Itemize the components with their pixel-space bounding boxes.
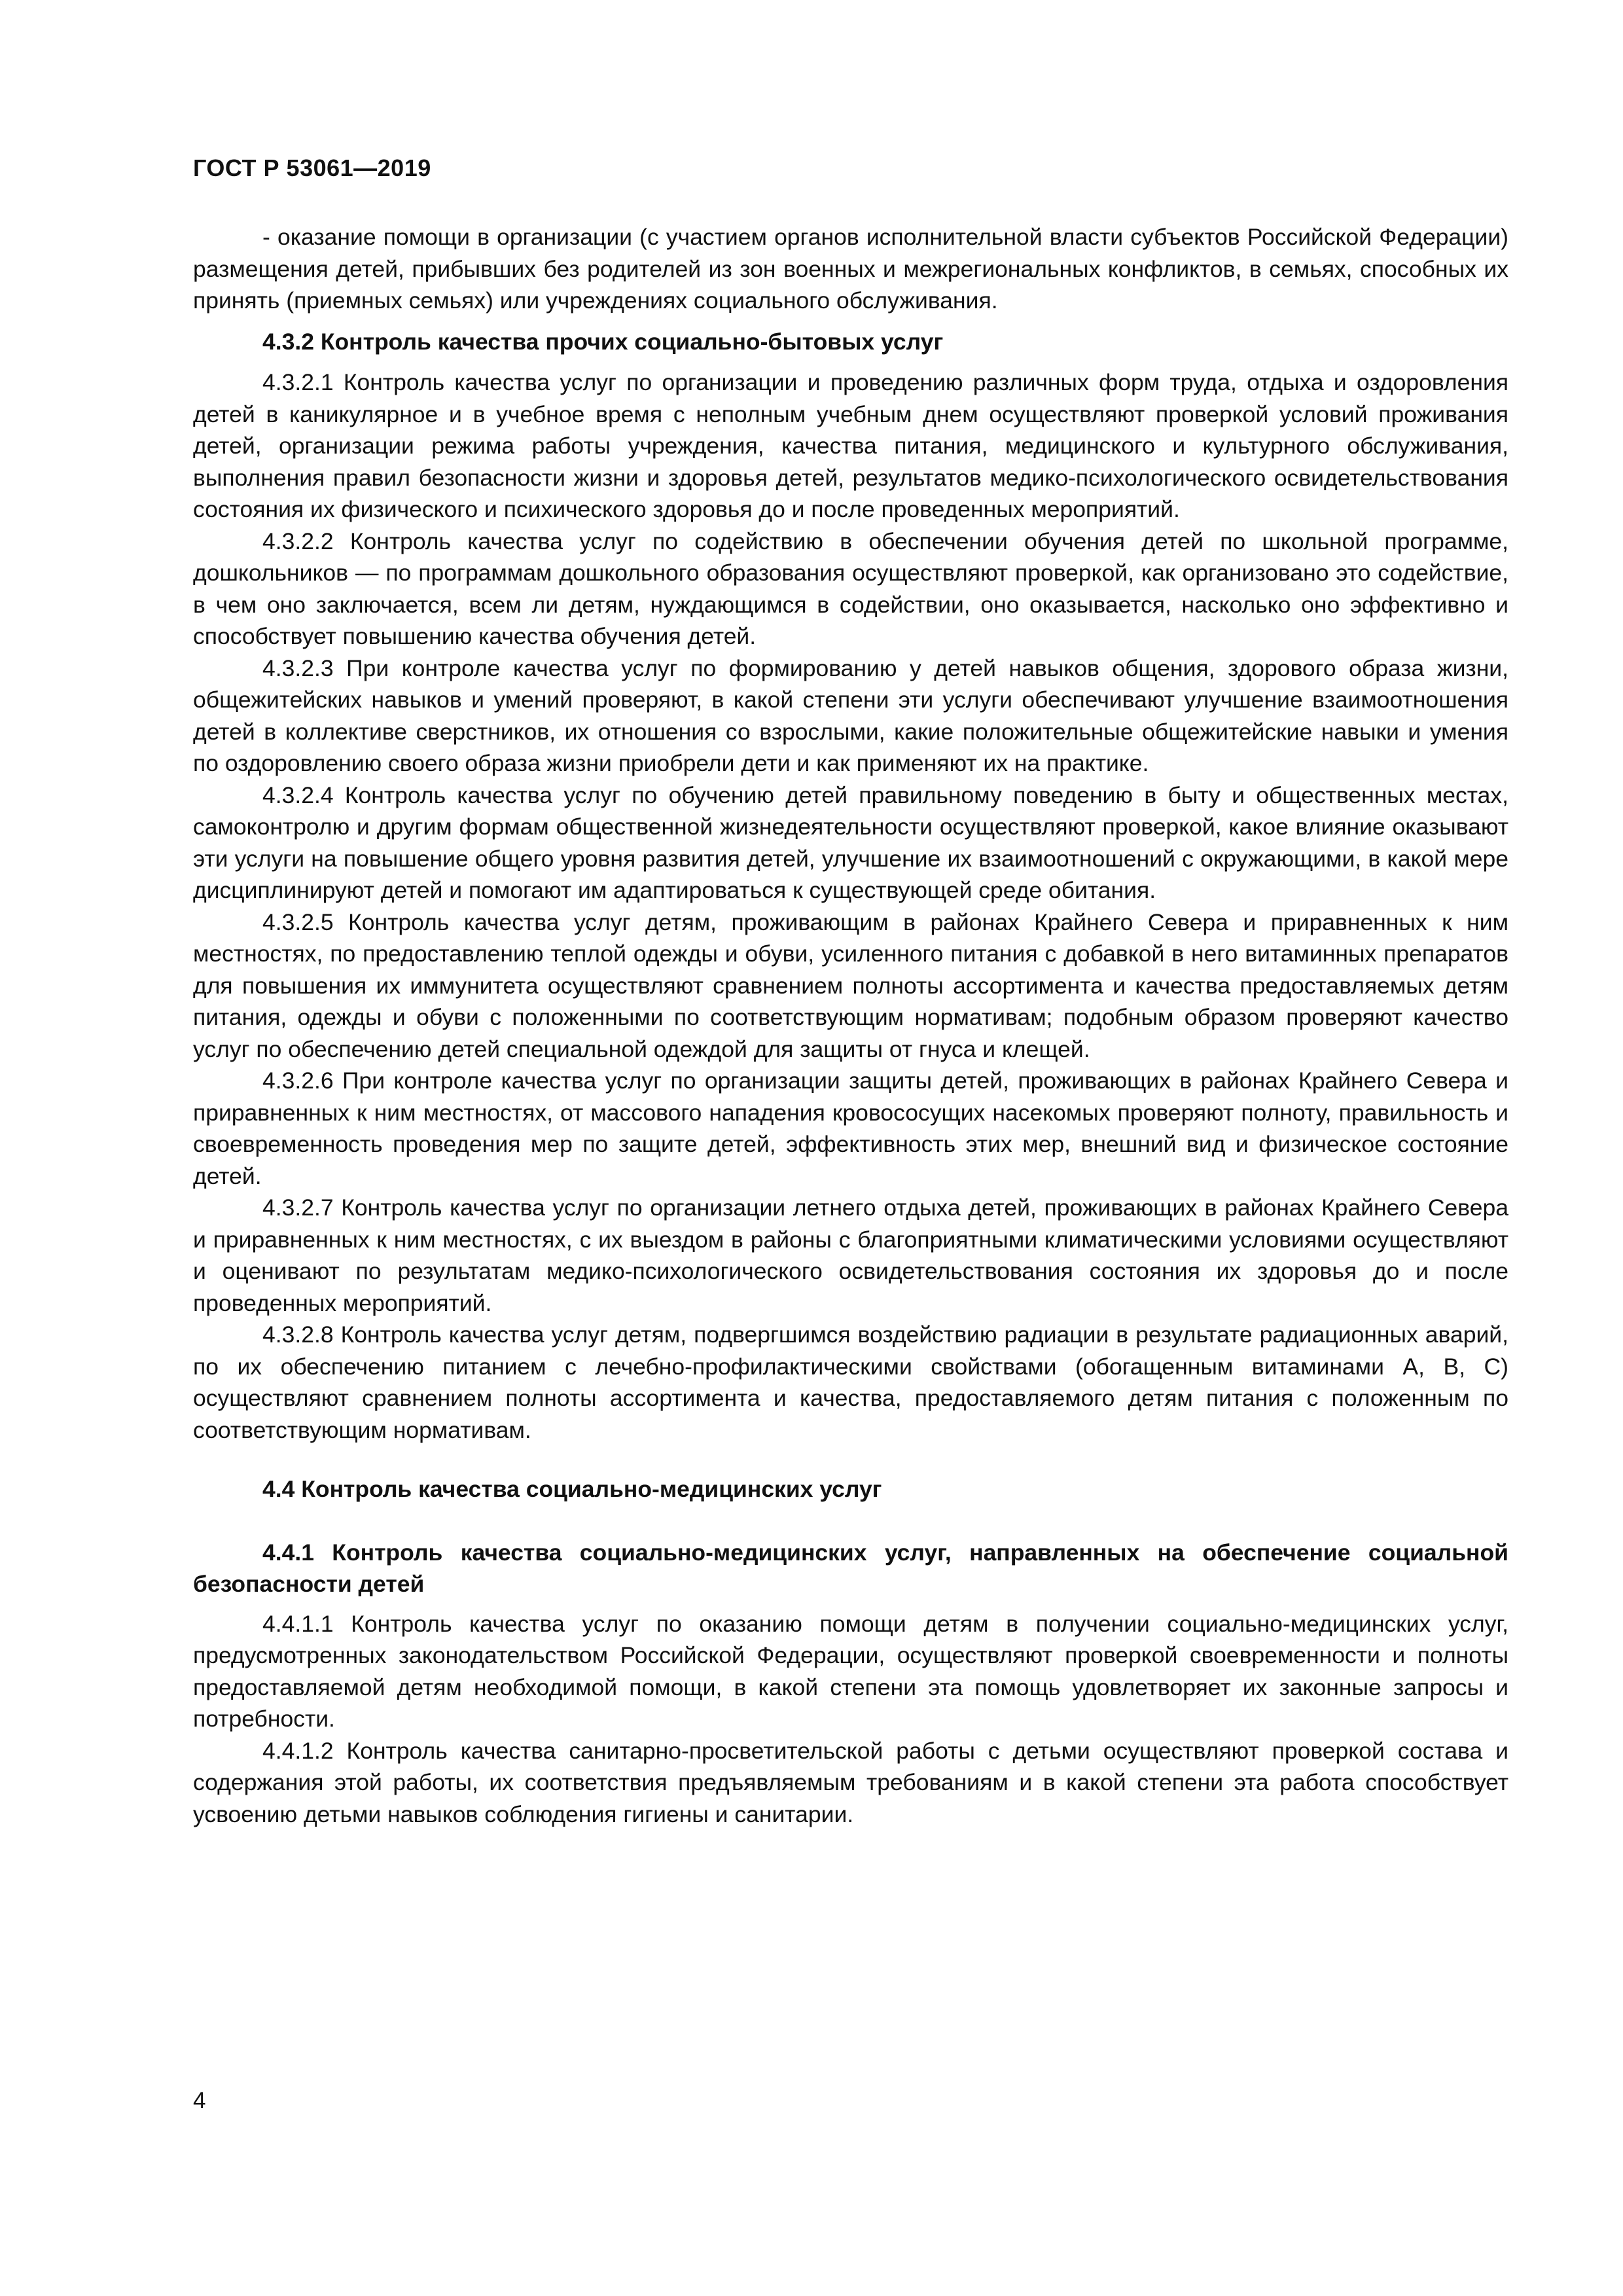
paragraph-intro: - оказание помощи в организации (с участием органов исполнительной власти субъектов Российской Федерации) размещения детей, прибывших без родителей из зон военных и межрегиональных конфликтов, в семьях, способных их принять (приемных семьях) или учреждениях социального обслуживания.: [193, 224, 1508, 314]
paragraph-4-3-2-3: 4.3.2.3 При контроле качества услуг по формированию у детей навыков общения, здорового образа жизни, общежитейских навыков и умений проверяют, в какой степени эти услуги обеспечивают улучшение взаимоотношения детей в коллективе сверстников, их отношения со взрослыми, какие положительные общежитейские навыки и умения по оздоровлению своего образа жизни приобрели дети и как применяют их на практике.: [193, 655, 1508, 776]
standard-code-header: ГОСТ Р 53061—2019: [193, 154, 431, 181]
paragraph-4-3-2-2: 4.3.2.2 Контроль качества услуг по содействию в обеспечении обучения детей по школьной программе, дошкольников — по программам дошкольного образования осуществляют проверкой, как организовано это содействие, в чем оно заключается, всем ли детям, нуждающимся в содействии, оно оказывается, насколько оно эффективно и способствует повышению качества обучения детей.: [193, 528, 1508, 649]
heading-4-4-1: 4.4.1 Контроль качества социально-медицинских услуг, направленных на обеспечение социальной безопасности детей: [193, 1539, 1508, 1597]
heading-4-4: 4.4 Контроль качества социально-медицинских услуг: [262, 1476, 882, 1502]
paragraph-4-3-2-5: 4.3.2.5 Контроль качества услуг детям, проживающим в районах Крайнего Севера и приравненных к ним местностях, по предоставлению теплой одежды и обуви, усиленного питания с добавкой в него витаминных препаратов для повышения их иммунитета осуществляют сравнением полноты ассортимента и качества предоставляемых детям питания, одежды и обуви с положенными по соответствующим нормативам; подобным образом проверяют качество услуг по обеспечению детей специальной одеждой для защиты от гнуса и клещей.: [193, 908, 1508, 1062]
paragraph-4-3-2-4: 4.3.2.4 Контроль качества услуг по обучению детей правильному поведению в быту и общественных местах, самоконтролю и другим формам общественной жизнедеятельности осуществляют проверкой, какое влияние оказывают эти услуги на повышение общего уровня развития детей, улучшение их взаимоотношений с окружающими, в какой мере дисциплинируют детей и помогают им адаптироваться к существующей среде обитания.: [193, 781, 1508, 903]
paragraph-4-3-2-1: 4.3.2.1 Контроль качества услуг по организации и проведению различных форм труда, отдыха и оздоровления детей в каникулярное и в учебное время с неполным учебным днем осуществляют проверкой условий проживания детей, организации режима работы учреждения, качества питания, медицинского и культурного обслуживания, выполнения правил безопасности жизни и здоровья детей, результатов медико-психологического освидетельствования состояния их физического и психического здоровья до и после проведенных мероприятий.: [193, 369, 1508, 522]
paragraph-4-4-1-2: 4.4.1.2 Контроль качества санитарно-просветительской работы с детьми осуществляют проверкой состава и содержания этой работы, их соответствия предъявляемым требованиям и в какой степени эта работа способствует усвоению детьми навыков соблюдения гигиены и санитарии.: [193, 1737, 1508, 1827]
paragraph-4-3-2-7: 4.3.2.7 Контроль качества услуг по организации летнего отдыха детей, проживающих в районах Крайнего Севера и приравненных к ним местностях, с их выездом в районы с благоприятными климатическими условиями осуществляют и оценивают по результатам медико-психологического освидетельствования состояния их здоровья до и после проведенных мероприятий.: [193, 1194, 1508, 1316]
document-body: [193, 221, 1508, 1830]
paragraph-4-3-2-6: 4.3.2.6 При контроле качества услуг по организации защиты детей, проживающих в районах Крайнего Севера и приравненных к ним местностях, от массового нападения кровососущих насекомых проверяют полноту, правильность и своевременность проведения мер по защите детей, эффективность этих мер, внешний вид и физическое состояние детей.: [193, 1067, 1508, 1189]
heading-4-3-2: 4.3.2 Контроль качества прочих социально-бытовых услуг: [262, 328, 944, 355]
paragraph-4-3-2-8: 4.3.2.8 Контроль качества услуг детям, подвергшимся воздействию радиации в результате радиационных аварий, по их обеспечению питанием с лечебно-профилактическими свойствами (обогащенным витаминами А, В, С) осуществляют сравнением полноты ассортимента и качества, предоставляемого детям питания с положенным по соответствующим нормативам.: [193, 1321, 1508, 1443]
page-number: 4: [193, 2088, 206, 2113]
paragraph-4-4-1-1: 4.4.1.1 Контроль качества услуг по оказанию помощи детям в получении социально-медицинских услуг, предусмотренных законодательством Российской Федерации, осуществляют проверкой своевременности и полноты предоставляемой детям необходимой помощи, в какой степени эта помощь удовлетворяет их законные запросы и потребности.: [193, 1610, 1508, 1732]
